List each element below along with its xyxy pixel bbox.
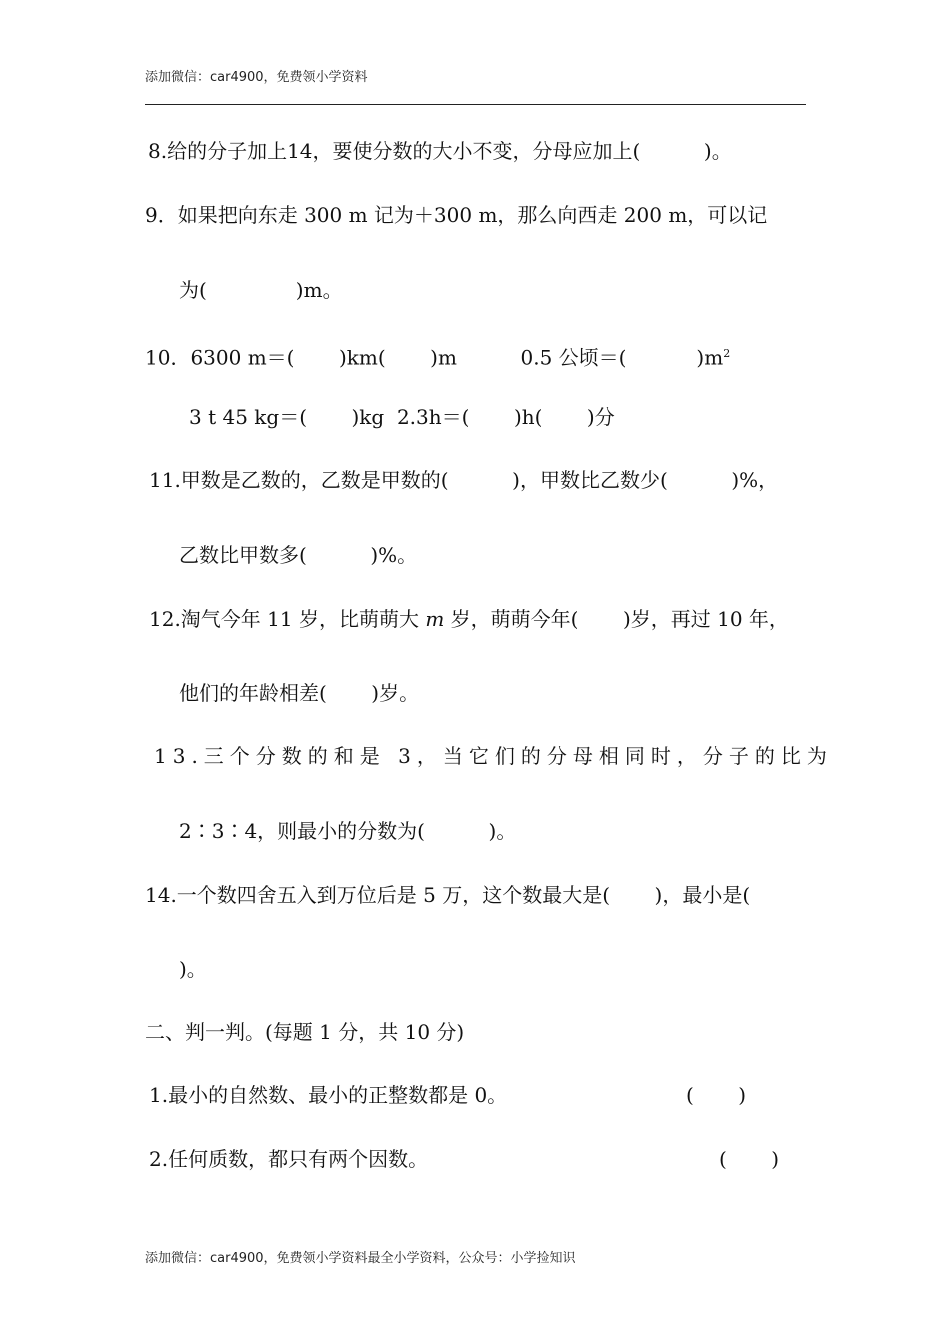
question-12-text-a: 12.淘气今年 11 岁，比萌萌大	[149, 607, 426, 631]
question-14-line-1: 14.一个数四舍五入到万位后是 5 万，这个数最大是( )，最小是(	[145, 883, 751, 907]
question-9-line-2: 为( )m。	[179, 278, 343, 302]
question-12-line-2: 他们的年龄相差( )岁。	[179, 681, 420, 705]
question-14-line-2: )。	[179, 957, 207, 981]
judge-1-answer-paren: ( )	[686, 1083, 747, 1107]
judge-2-answer-paren: ( )	[719, 1147, 780, 1171]
question-12-line-1	[149, 607, 789, 631]
question-13-line-1: 13.三个分数的和是 3，当它们的分母相同时，分子的比为	[154, 744, 833, 768]
judge-2-text: 2.任何质数，都只有两个因数。	[149, 1147, 429, 1171]
question-10-line-2: 3 t 45 kg＝( )kg 2.3h＝( )h( )分	[189, 405, 615, 429]
question-10-line-1-text: 10．6300 m＝( )km( )m 0.5 公顷＝( )m	[145, 345, 724, 370]
section-2-heading: 二、判一判。(每题 1 分，共 10 分)	[145, 1020, 465, 1044]
question-8: 8.给的分子加上14，要使分数的大小不变，分母应加上( )。	[148, 139, 732, 163]
question-9-line-1: 9．如果把向东走 300 m 记为＋300 m，那么向西走 200 m，可以记	[145, 203, 768, 227]
square-superscript: 2	[723, 347, 731, 360]
page-footer: 添加微信：car4900，免费领小学资料最全小学资料，公众号：小学捡知识	[145, 1251, 576, 1266]
question-12-text-b: 岁，萌萌今年( )岁，再过 10 年，	[444, 607, 789, 631]
question-13-line-2: 2∶3∶4，则最小的分数为( )。	[179, 819, 517, 843]
page-header: 添加微信：car4900，免费领小学资料	[145, 70, 368, 85]
question-11-line-1: 11.甲数是乙数的，乙数是甲数的( )，甲数比乙数少( )%，	[149, 468, 779, 492]
question-10-line-1	[145, 342, 730, 370]
judge-1-text: 1.最小的自然数、最小的正整数都是 0。	[149, 1083, 508, 1107]
question-11-line-2: 乙数比甲数多( )%。	[179, 543, 418, 567]
header-rule	[145, 104, 806, 105]
variable-m: m	[425, 607, 445, 631]
